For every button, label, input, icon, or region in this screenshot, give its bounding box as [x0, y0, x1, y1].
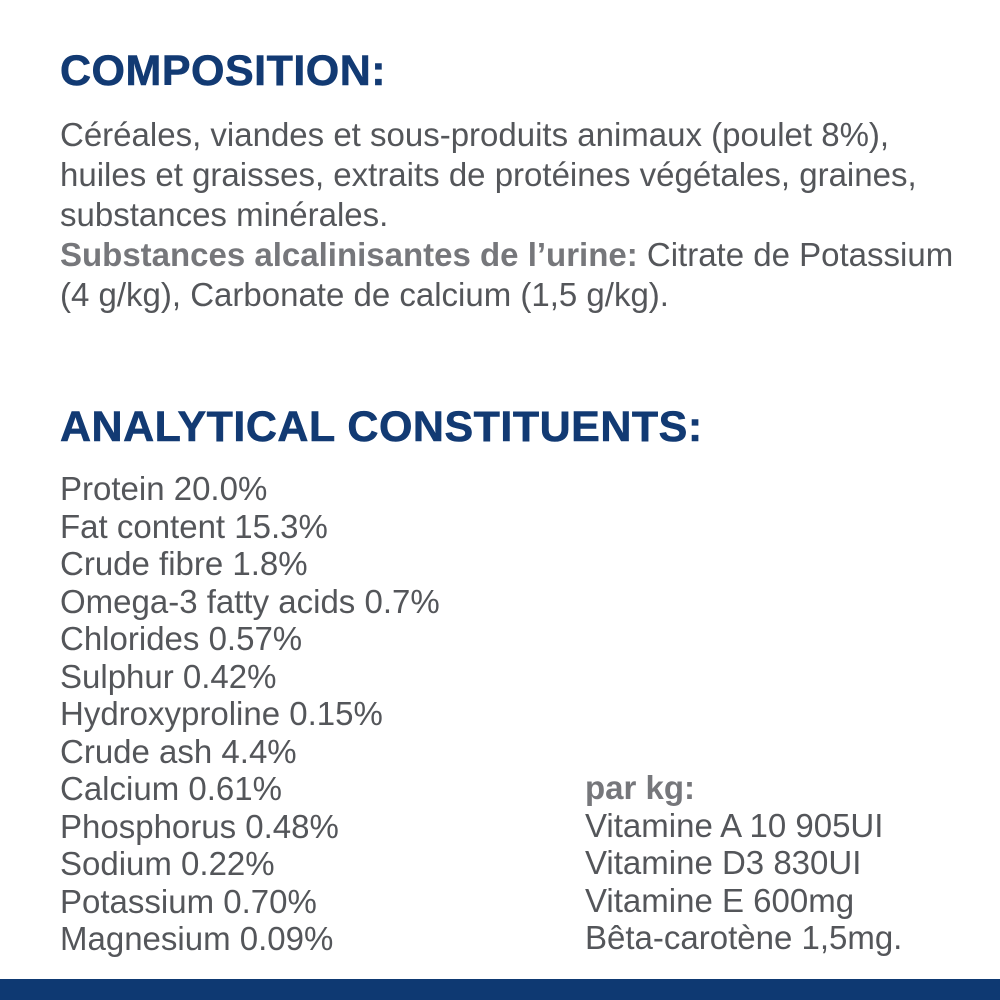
- analytical-constituents-list: [60, 470, 440, 958]
- ingredients-text: Céréales, viandes et sous-produits animaux (poulet 8%), huiles et graisses, extraits de protéines végétales, graines, substances minérales.: [60, 116, 917, 233]
- per-kg-item-beta-carotene: Bêta-carotène 1,5mg.: [585, 919, 903, 956]
- list-item-sulphur: Sulphur 0.42%: [60, 657, 277, 695]
- composition-section: [60, 115, 958, 315]
- additives-text: Citrate de Potassium (4 g/kg), Carbonate de calcium (1,5 g/kg).: [60, 236, 954, 313]
- per-kg-item-vitamine-d3: Vitamine D3 830UI: [585, 844, 862, 881]
- composition-heading: COMPOSITION:: [60, 47, 387, 95]
- list-item-hydroxyproline: Hydroxyproline 0.15%: [60, 695, 383, 732]
- per-kg-label: par kg:: [585, 769, 696, 806]
- list-item-sodium: Sodium 0.22%: [60, 845, 275, 882]
- list-item-crude-fibre: Crude fibre 1.8%: [60, 545, 308, 582]
- per-kg-section: [585, 769, 902, 957]
- urine-alkalising-substances: [60, 235, 958, 315]
- list-item-phosphorus: Phosphorus 0.48%: [60, 807, 339, 845]
- per-kg-item-vitamine-e: Vitamine E 600mg: [585, 881, 855, 919]
- list-item-potassium: Potassium 0.70%: [60, 882, 317, 920]
- footer-bar: [0, 979, 1000, 1000]
- additives-label: Substances alcalinisantes de l’urine:: [60, 236, 638, 273]
- list-item-crude-ash: Crude ash 4.4%: [60, 732, 297, 770]
- list-item-calcium: Calcium 0.61%: [60, 770, 282, 807]
- list-item-protein: Protein 20.0%: [60, 470, 268, 507]
- list-item-chlorides: Chlorides 0.57%: [60, 620, 303, 657]
- list-item-omega3: Omega-3 fatty acids 0.7%: [60, 582, 440, 620]
- list-item-magnesium: Magnesium 0.09%: [60, 920, 334, 957]
- list-item-fat-content: Fat content 15.3%: [60, 507, 328, 545]
- per-kg-item-vitamine-a: Vitamine A 10 905UI: [585, 806, 884, 844]
- analytical-constituents-heading: ANALYTICAL CONSTITUENTS:: [60, 403, 703, 451]
